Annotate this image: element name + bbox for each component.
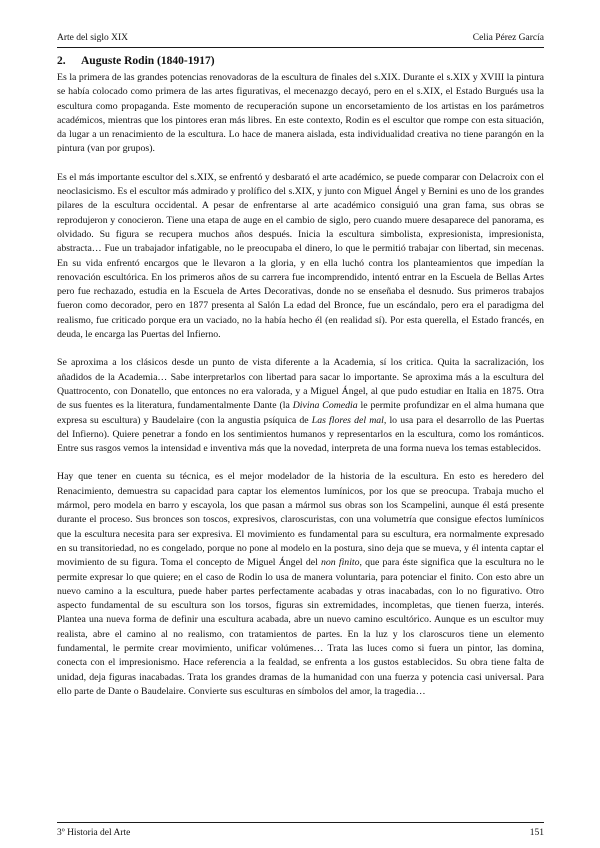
- paragraph-text: Hay que tener en cuenta su técnica, es el mejor modelador de la historia de la escultura. En esto es heredero del Renacimiento, demuestra su capacidad para captar los elementos lumínicos, por los que se preocupa. Trabaja mucho el mármol, pero modela en barro y escayola, los que pasan a mármol sus obras son los Scampelini, aunque él está presente durante el proceso. Sus bronces son toscos, expresivos, claroscuristas, con una volumetría que consigue efectos lumínicos que la escultura necesita para ser expresiva. El movimiento es fundamental para su escultura, era normalmente expresado en su transitoriedad, no es congelado, porque no pone al modelo en la postura, sino deja que se mueva, y él intenta captar el movimiento de su figura. Toma el concepto de Miguel Ángel del: [57, 471, 544, 569]
- paragraph-text: le permite profundizar en el alma humana que expresa su escultura) y Baudelaire (con la angustia psíquica de: [57, 400, 544, 426]
- paragraph-text: Se aproxima a los clásicos desde un punto de vista diferente a la Academia, sí los critica. Quita la sacralización, los añadidos de la Academia… Sabe interpretarlos con libertad para sacar lo importante. Se aproxima más a la escultura del Quattrocento, con Donatello, que entonces no era valorada, y a Miguel Ángel, al que pudo estudiar en Italia en 1875. Otra de sus fuentes es la literatura, fundamentalmente Dante (la: [57, 357, 544, 412]
- footer-divider: [57, 822, 544, 823]
- section-heading: [57, 54, 544, 69]
- footer-course: 3º Historia del Arte: [57, 828, 131, 838]
- paragraph-technique: [57, 470, 544, 699]
- page-number: 151: [529, 828, 544, 838]
- paragraph-influences: [57, 356, 544, 456]
- paragraph-biography: [57, 171, 544, 343]
- paragraph-text: , que para éste significa que la escultura no le permite expresar lo que quiere; en el caso de Rodin lo usa de manera voluntaria, para potenciar el finito. Con esto abre un nuevo camino a la escultura, puede haber partes perfectamente acabadas y otras inacabadas, con lo no figurativo. Otro aspecto fundamental de su escultura son los torsos, figuras sin extremidades, incompletas, que tienen fuerza, interés. Plantea una nueva forma de definir una escultura acabada, abre un nuevo camino escultórico. Aunque es un escultor muy realista, abre el camino al no realismo, con tratamientos de partes. En la luz y los claroscuros tiene un elemento fundamental, le permite crear movimiento, unificar volúmenes… Trata las luces como si fuera un pintor, las domina, conecta con el impresionismo. Hace referencia a la fealdad, se enfrenta a los gustos establecidos. Su obra tiene falta de unidad, deja figuras inacabadas. Trata los grandes dramas de la humanidad con una fuerza y potencia casi universal. Para ello parte de Dante o Baudelaire. Convierte sus esculturas en símbolos del amor, la tragedia…: [57, 557, 544, 697]
- section-title: Auguste Rodin (1840-1917): [81, 55, 215, 67]
- italic-title: Divina Comedia: [292, 400, 358, 412]
- header-course-title: Arte del siglo XIX: [57, 33, 128, 43]
- header-author: Celia Pérez García: [472, 33, 544, 43]
- section-number: 2.: [57, 55, 66, 67]
- page-footer: [57, 825, 544, 841]
- page-header: [57, 29, 544, 47]
- paragraph-text: , lo usa para el desarrollo de las Puertas del Infierno). Quiere penetrar a fondo en los sentimientos humanos y representarlos en la escultura, como los románticos. Entre sus rasgos vemos la intensidad e inventiva más que la novedad, interpreta de una forma nueva los temas establecidos.: [57, 414, 545, 455]
- paragraph-text: Es la primera de las grandes potencias renovadoras de la escultura de finales del s.XIX. Durante el s.XIX y XVIII la pintura se había colocado como primera de las artes figurativas, el mecenazgo decayó, pero en el s.XIX, el Estado Burgués usa la escultura como propaganda. Este momento de recuperación supone un encorsetamiento de los artistas en los parámetros académicos, mientras que los pintores eran más libres. En este contexto, Rodin es el escultor que rompe con esta situación, da lugar a un renacimiento de la escultura. Lo hace de manera aislada, esta individualidad creativa no tiene parangón en la pintura (van por grupos).: [57, 72, 544, 155]
- paragraph-intro: [57, 71, 544, 157]
- italic-term: non finito: [320, 557, 360, 569]
- header-divider: [57, 47, 544, 48]
- italic-title: Las flores del mal: [311, 414, 384, 426]
- paragraph-text: Es el más importante escultor del s.XIX, se enfrentó y desbarató el arte académico, se puede comparar con Delacroix con el neoclasicismo. Es el escultor más admirado y prolífico del s.XIX, y junto con Miguel Ángel y Bernini es uno de los grandes pilares de la escultura occidental. A pesar de enfrentarse al arte académico consiguió una gran fama, sus obras se reprodujeron y conocieron. Tiene una etapa de auge en el cambio de siglo, pero cuando muere desaparece del panorama, es olvidado. Su figura se recupera muchos años después. Inicia la escultura simbolista, expresionista, impresionista, abstracta… Fue un trabajador infatigable, no le preocupaba el dinero, lo que le permitió trabajar con libertad, sin mecenas. En su vida enfrentó encargos que le llevaron a la gloria, y en ella luchó contra los planteamientos que impedían la renovación escultórica. En los primeros años de su carrera fue incomprendido, intentó entrar en la Escuela de Bellas Artes pero fue rechazado, estudia en la Escuela de Artes Decorativas, donde no se enseñaba el desnudo. Sus primeros trabajos fueron como decorador, pero en 1877 presenta al Salón La edad del Bronce, fue un escándalo, pero era el paradigma del realismo, fue criticado porque era un vaciado, no la había hecho él (en realidad sí). Por esta querella, el Estado francés, en deuda, le encarga las Puertas del Infierno.: [57, 171, 544, 341]
- page-content: [57, 54, 544, 713]
